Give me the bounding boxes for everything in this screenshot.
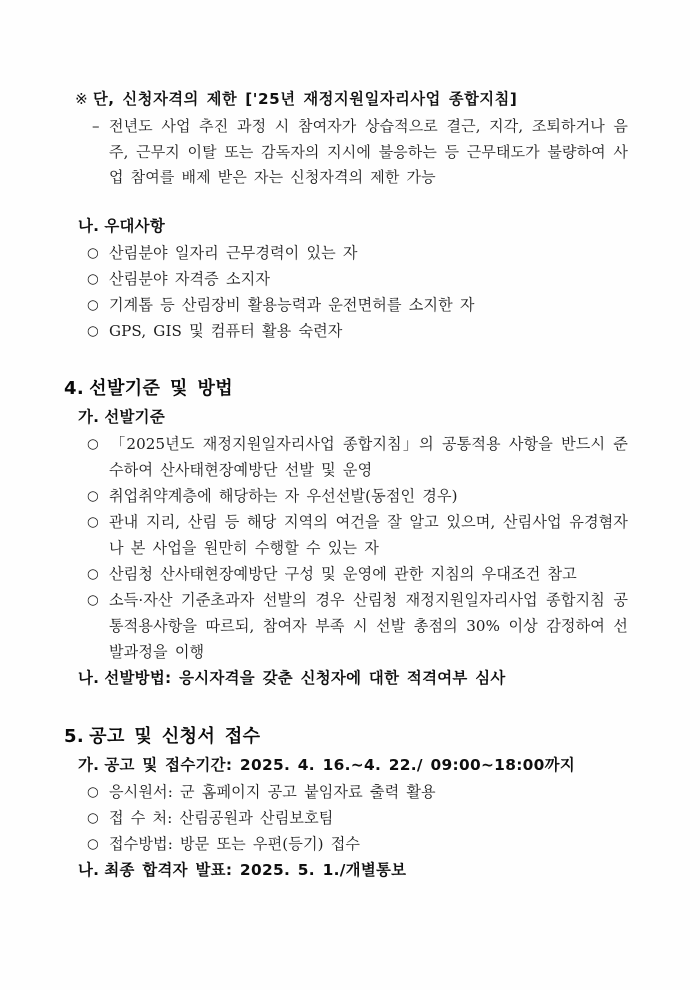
application-item: [87, 779, 628, 805]
section4-heading: [64, 374, 628, 404]
preference-item: [87, 292, 628, 318]
document-content: [62, 86, 628, 884]
circle-bullet-icon: ○: [87, 809, 99, 826]
preference-item: [87, 318, 628, 344]
criteria-item-text: 「2025년도 재정지원일자리사업 종합지침」의 공통적용 사항을 반드시 준수하여 산사태현장예방단 선발 및 운영: [109, 434, 628, 479]
application-item-text: 응시원서: 군 홈페이지 공고 붙임자료 출력 활용: [109, 782, 436, 801]
preference-item: [87, 266, 628, 292]
final-announcement-heading: [78, 857, 628, 884]
note-dash-item: [92, 114, 628, 191]
final-announcement-text: 최종 합격자 발표: 2025. 5. 1./개별통보: [104, 860, 407, 879]
application-period-label: 가.: [78, 755, 100, 774]
note-heading: [75, 86, 628, 113]
criteria-item-text: 관내 지리, 산림 등 해당 지역의 여건을 잘 알고 있으며, 산림사업 유경혐자나 본 사업을 원만히 수행할 수 있는 자: [109, 512, 628, 557]
criteria-item: [87, 431, 628, 483]
circle-bullet-icon: ○: [87, 783, 99, 800]
circle-bullet-icon: ○: [87, 296, 99, 313]
criteria-item: [87, 509, 628, 561]
criteria-item: [87, 483, 628, 509]
note-dash-item-text: 전년도 사업 추진 과정 시 참여자가 상습적으로 결근, 지각, 조퇴하거나 음주, 근무지 이탈 또는 감독자의 지시에 불응하는 등 근무태도가 불량하여 사업 참여를 배제 받은 자는 신청자격의 제한 가능: [109, 117, 628, 186]
dash-bullet-icon: –: [92, 117, 100, 135]
preference-title: 우대사항: [104, 216, 165, 235]
circle-bullet-icon: ○: [87, 565, 99, 582]
preference-item-text: 산림분야 자격증 소지자: [109, 269, 271, 288]
selection-method-heading: [78, 665, 628, 692]
section5-number: 5.: [64, 725, 85, 747]
selection-method-label: 나.: [78, 668, 100, 687]
spacer: [62, 191, 628, 213]
circle-bullet-icon: ○: [87, 270, 99, 287]
final-announcement-label: 나.: [78, 860, 100, 879]
spacer: [62, 344, 628, 374]
criteria-item-text: 취업취약계층에 해당하는 자 우선선발(동점인 경우): [109, 486, 458, 505]
note-heading-text: 단, 신청자격의 제한 ['25년 재정지원일자리사업 종합지침]: [93, 90, 518, 108]
criteria-item-text: 소득·자산 기준초과자 선발의 경우 산림청 재정지원일자리사업 종합지침 공통적용사항을 따르되, 참여자 부족 시 선발 총점의 30% 이상 감정하여 선발과정을 이행: [109, 590, 628, 661]
criteria-heading: [78, 404, 628, 431]
criteria-title: 선발기준: [104, 407, 165, 426]
criteria-item-text: 산림청 산사태현장예방단 구성 및 운영에 관한 지침의 우대조건 참고: [109, 564, 577, 583]
application-item-text: 접 수 처: 산림공원과 산림보호팀: [109, 808, 334, 827]
application-period-heading: [78, 752, 628, 779]
section4-title: 선발기준 및 방법: [89, 377, 234, 399]
application-item: [87, 831, 628, 857]
circle-bullet-icon: ○: [87, 835, 99, 852]
circle-bullet-icon: ○: [87, 435, 99, 452]
circle-bullet-icon: ○: [87, 244, 99, 261]
preference-item-text: GPS, GIS 및 컴퓨터 활용 숙련자: [109, 321, 343, 340]
criteria-item: [87, 561, 628, 587]
selection-method-text: 선발방법: 응시자격을 갖춘 신청자에 대한 적격여부 심사: [104, 668, 506, 687]
circle-bullet-icon: ○: [87, 322, 99, 339]
reference-mark-icon: ※: [75, 90, 89, 108]
preference-item-text: 기계톱 등 산림장비 활용능력과 운전면허를 소지한 자: [109, 295, 475, 314]
spacer: [62, 692, 628, 722]
section4-number: 4.: [64, 377, 85, 399]
application-period-text: 공고 및 접수기간: 2025. 4. 16.~4. 22./ 09:00~18:00까지: [104, 755, 576, 774]
preference-label: 나.: [78, 216, 100, 235]
application-item: [87, 805, 628, 831]
circle-bullet-icon: ○: [87, 591, 99, 608]
criteria-item: [87, 587, 628, 665]
circle-bullet-icon: ○: [87, 513, 99, 530]
application-item-text: 접수방법: 방문 또는 우편(등기) 접수: [109, 834, 361, 853]
preference-item: [87, 240, 628, 266]
section5-heading: [64, 722, 628, 752]
section5-title: 공고 및 신청서 접수: [89, 725, 261, 747]
preference-item-text: 산림분야 일자리 근무경력이 있는 자: [109, 243, 358, 262]
criteria-label: 가.: [78, 407, 100, 426]
circle-bullet-icon: ○: [87, 487, 99, 504]
preference-heading: [78, 213, 628, 240]
